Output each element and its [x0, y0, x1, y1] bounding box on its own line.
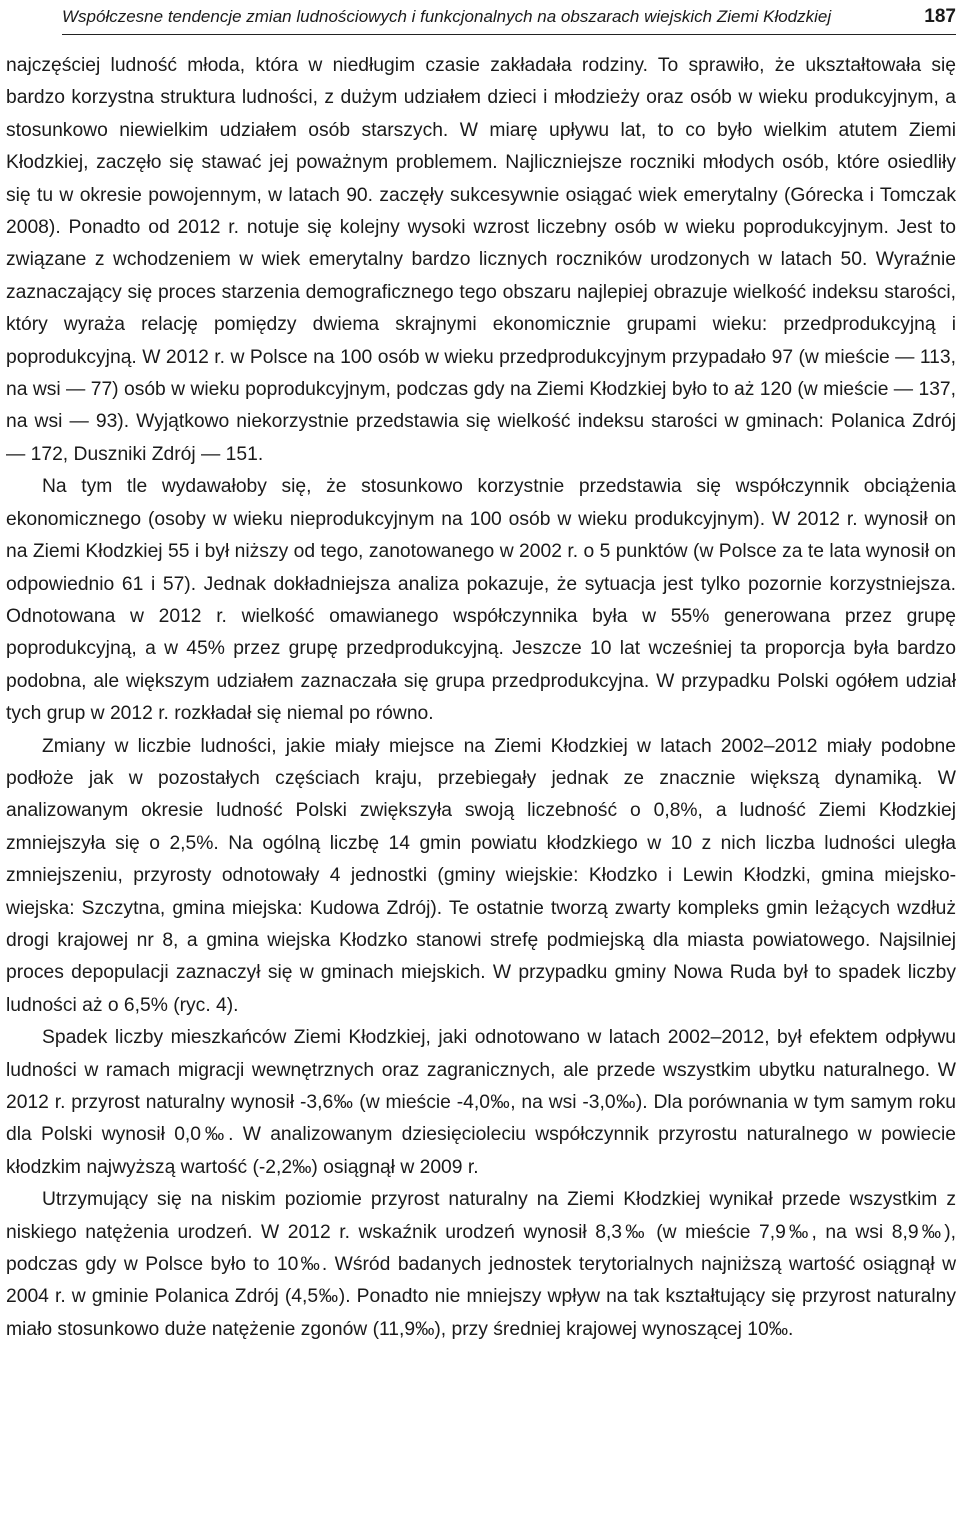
paragraph: Spadek liczby mieszkańców Ziemi Kłodzkiej, jaki odnotowano w latach 2002–2012, był efektem odpływu ludności w ramach migracji wewnętrznych oraz zagranicznych, ale przede wszystkim ubytku naturalnego. W 2012 r. przyrost naturalny wynosił -3,6‰ (w mieście -4,0‰, na wsi -3,0‰). Dla porównania w tym samym roku dla Polski wynosił 0,0‰. W analizowanym dziesięcioleciu współczynnik przyrostu naturalnego w powiecie kłodzkim najwyższą wartość (-2,2‰) osiągnął w 2009 r. [6, 1027, 956, 1178]
paragraph: Utrzymujący się na niskim poziomie przyrost naturalny na Ziemi Kłodzkiej wynikał przede wszystkim z niskiego natężenia urodzeń. W 2012 r. wskaźnik urodzeń wynosił 8,3‰ (w mieście 7,9‰, na wsi 8,9‰), podczas gdy w Polsce było to 10‰. Wśród badanych jednostek terytorialnych najniższą wartość osiągnął w 2004 r. w gminie Polanica Zdrój (4,5‰). Ponadto nie mniejszy wpływ na tak kształtujący się przyrost naturalny miało stosunkowo duże natężenie zgonów (11,9‰), przy średniej krajowej wynoszącej 10‰. [6, 1189, 956, 1340]
paragraph: Na tym tle wydawałoby się, że stosunkowo korzystnie przedstawia się współczynnik obciążenia ekonomicznego (osoby w wieku nieprodukcyjnym na 100 osób w wieku produkcyjnym). W 2012 r. wynosił on na Ziemi Kłodzkiej 55 i był niższy od tego, zanotowanego w 2002 r. o 5 punktów (w Polsce za te lata wynosił on odpowiednio 61 i 57). Jednak dokładniejsza analiza pokazuje, że sytuacja jest tylko pozornie korzystniejsza. Odnotowana w 2012 r. wielkość omawianego współczynnika była w 55% generowana przez grupę poprodukcyjną, a w 45% przez grupę przedprodukcyjną. Jeszcze 10 lat wcześniej ta proporcja była bardzo podobna, ale większym udziałem zaznaczała się grupa przedprodukcyjna. W przypadku Polski ogółem udział tych grup w 2012 r. rozkładał się niemal po równo. [6, 476, 956, 725]
body-text [6, 50, 956, 1346]
running-header [62, 0, 956, 35]
running-title: Współczesne tendencje zmian ludnościowych i funkcjonalnych na obszarach wiejskich Ziemi Kłodzkiej [62, 7, 832, 26]
paragraph: najczęściej ludność młoda, która w niedługim czasie zakładała rodziny. To sprawiło, że ukształtowała się bardzo korzystna struktura ludności, z dużym udziałem dzieci i młodzieży oraz osób w wieku produkcyjnym, a stosunkowo niewielkim udziałem osób starszych. W miarę upływu lat, to co było wielkim atutem Ziemi Kłodzkiej, zaczęło się stawać jej poważnym problemem. Najliczniejsze roczniki młodych osób, które osiedliły się tu w okresie powojennym, w latach 90. zaczęły sukcesywnie osiągać wiek emerytalny (Górecka i Tomczak 2008). Ponadto od 2012 r. notuje się kolejny wysoki wzrost liczebny osób w wieku poprodukcyjnym. Jest to związane z wchodzeniem w wiek emerytalny bardzo licznych roczników urodzonych w latach 50. Wyraźnie zaznaczający się proces starzenia demograficznego tego obszaru najlepiej obrazuje wielkość indeksu starości, który wyraża relację pomiędzy dwiema skrajnymi ekonomicznie grupami wieku: przedprodukcyjną i poprodukcyjną. W 2012 r. w Polsce na 100 osób w wieku przedprodukcyjnym przypadało 97 (w mieście — 113, na wsi — 77) osób w wieku poprodukcyjnym, podczas gdy na Ziemi Kłodzkiej było to aż 120 (w mieście — 137, na wsi — 93). Wyjątkowo niekorzystnie przedstawia się wielkość indeksu starości w gminach: Polanica Zdrój — 172, Duszniki Zdrój — 151. [6, 55, 956, 465]
paragraph: Zmiany w liczbie ludności, jakie miały miejsce na Ziemi Kłodzkiej w latach 2002–2012 miały podobne podłoże jak w pozostałych częściach kraju, przebiegały jednak ze znacznie większą dynamiką. W analizowanym okresie ludność Polski zwiększyła swoją liczebność o 0,8%, a ludność Ziemi Kłodzkiej zmniejszyła się o 2,5%. Na ogólną liczbę 14 gmin powiatu kłodzkiego w 10 z nich liczba ludności uległa zmniejszeniu, przyrosty odnotowały 4 jednostki (gminy wiejskie: Kłodzko i Lewin Kłodzki, gmina miejsko-wiejska: Szczytna, gmina miejska: Kudowa Zdrój). Te ostatnie tworzą zwarty kompleks gmin leżących wzdłuż drogi krajowej nr 8, a gmina wiejska Kłodzko stanowi strefę podmiejską dla miasta powiatowego. Najsilniej proces depopulacji zaznaczył się w gminach miejskich. W przypadku gminy Nowa Ruda był to spadek liczby ludności aż o 6,5% (ryc. 4). [6, 735, 956, 1016]
page-number: 187 [924, 6, 956, 27]
